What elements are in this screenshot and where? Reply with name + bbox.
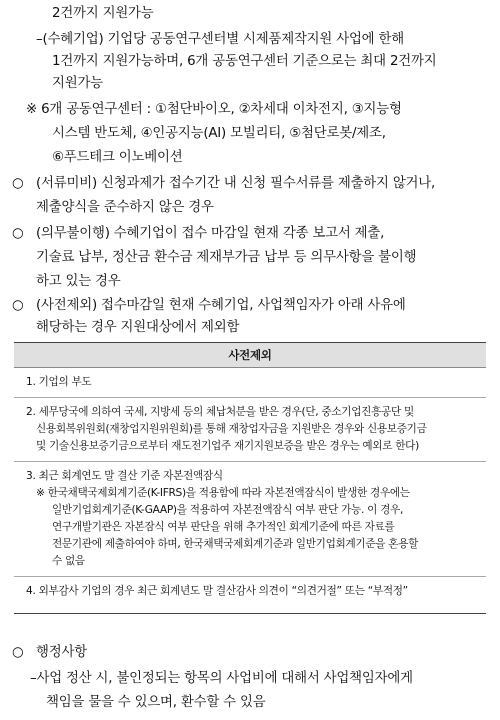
admin-clawback-line-2: 책임을 물을 수 있으며, 환수할 수 있음 bbox=[46, 695, 266, 710]
beneficiary-limit-line-3: 지원가능 bbox=[52, 76, 103, 91]
tax-delinquency-line-3: 및 기술신용보증기금으로부터 재도전기업주 재기지원보증을 받은 경우는 예외로 한다) bbox=[36, 440, 419, 452]
bullet-icon: ○ bbox=[12, 176, 24, 191]
obligation-default-line-1: (의무불이행) 수혜기업이 접수 마감일 현재 각종 보고서 제출, bbox=[36, 226, 385, 241]
missing-documents-line-2: 제출양식을 준수하지 않은 경우 bbox=[36, 200, 214, 215]
table-row bbox=[14, 462, 486, 577]
note-line-4: 전문기관에 제출하여야 하며, 한국채택국제회계기준과 일반기업회계기준을 혼용할 bbox=[52, 538, 419, 550]
capital-impairment-note bbox=[26, 485, 476, 570]
tax-delinquency-line-1: 2. 세무당국에 의하여 국세, 지방세 등의 체납처분을 받은 경우(단, 중소기업진흥공단 및 bbox=[26, 406, 414, 418]
exclusion-table bbox=[14, 342, 486, 614]
capital-impairment-line: 3. 최근 회계연도 말 결산 기준 자본전액잠식 bbox=[26, 470, 223, 482]
bullet-icon: ○ bbox=[12, 226, 24, 241]
pre-exclusion-line-2: 해당하는 경우 지원대상에서 제외함 bbox=[36, 320, 240, 335]
admin-clawback-line-1: –사업 정산 시, 불인정되는 항목의 사업비에 대해서 사업책임자에게 bbox=[30, 671, 413, 686]
table-row bbox=[14, 398, 486, 462]
admin-section-title: 행정사항 bbox=[36, 645, 87, 660]
table-row bbox=[14, 368, 486, 398]
obligation-default-line-2: 기술료 납부, 정산금 환수금 제재부가금 납부 등 의무사항을 불이행 bbox=[36, 250, 417, 265]
audit-opinion-row: 4. 외부감사 기업의 경우 최근 회계년도 말 결산감사 의견이 “의견거절” 또는 “부적정” bbox=[26, 585, 408, 597]
research-centers-line-1: ※ 6개 공동연구센터 : ①첨단바이오, ②차세대 이차전지, ③지능형 bbox=[26, 102, 402, 117]
bankruptcy-row: 1. 기업의 부도 bbox=[26, 376, 92, 388]
research-centers-line-3: ⑥푸드테크 이노베이션 bbox=[52, 150, 183, 165]
beneficiary-limit-line-2: 1건까지 지원가능하며, 6개 공동연구센터 기준으로는 최대 2건까지 bbox=[52, 54, 437, 69]
beneficiary-limit-line-1: –(수혜기업) 기업당 공동연구센터별 시제품제작지원 사업에 한해 bbox=[36, 32, 404, 47]
pre-exclusion-line-1: (사전제외) 접수마감일 현재 수혜기업, 사업책임자가 아래 사유에 bbox=[36, 298, 406, 313]
support-limit-line: 2건까지 지원가능 bbox=[52, 6, 154, 21]
exclusion-table-title: 사전제외 bbox=[14, 343, 486, 368]
tax-delinquency-line-2: 신용회복위원회(재창업지원위원회)를 통해 재창업자금을 지원받은 경우와 신용보증기금 bbox=[36, 423, 427, 435]
obligation-default-line-3: 하고 있는 경우 bbox=[36, 274, 121, 289]
table-row bbox=[14, 577, 486, 606]
bullet-icon: ○ bbox=[12, 298, 24, 313]
bullet-icon: ○ bbox=[12, 645, 24, 660]
note-line-5: 수 없음 bbox=[52, 555, 85, 567]
missing-documents-line-1: (서류미비) 신청과제가 접수기간 내 신청 필수서류를 제출하지 않거나, bbox=[36, 176, 436, 191]
research-centers-line-2: 시스템 반도체, ④인공지능(AI) 모빌리티, ⑤첨단로봇/제조, bbox=[52, 126, 386, 141]
note-line-2: 일반기업회계기준(K-GAAP)을 적용하여 자본전액잠식 여부 판단 가능. 이 경우, bbox=[52, 504, 404, 516]
note-line-3: 연구개발기관은 자본잠식 여부 판단을 위해 추가적인 회계기준에 따른 자료를 bbox=[52, 521, 395, 533]
note-line-1: ※ 한국채택국제회계기준(K-IFRS)을 적용함에 따라 자본전액잠식이 발생한 경우에는 bbox=[36, 487, 410, 499]
